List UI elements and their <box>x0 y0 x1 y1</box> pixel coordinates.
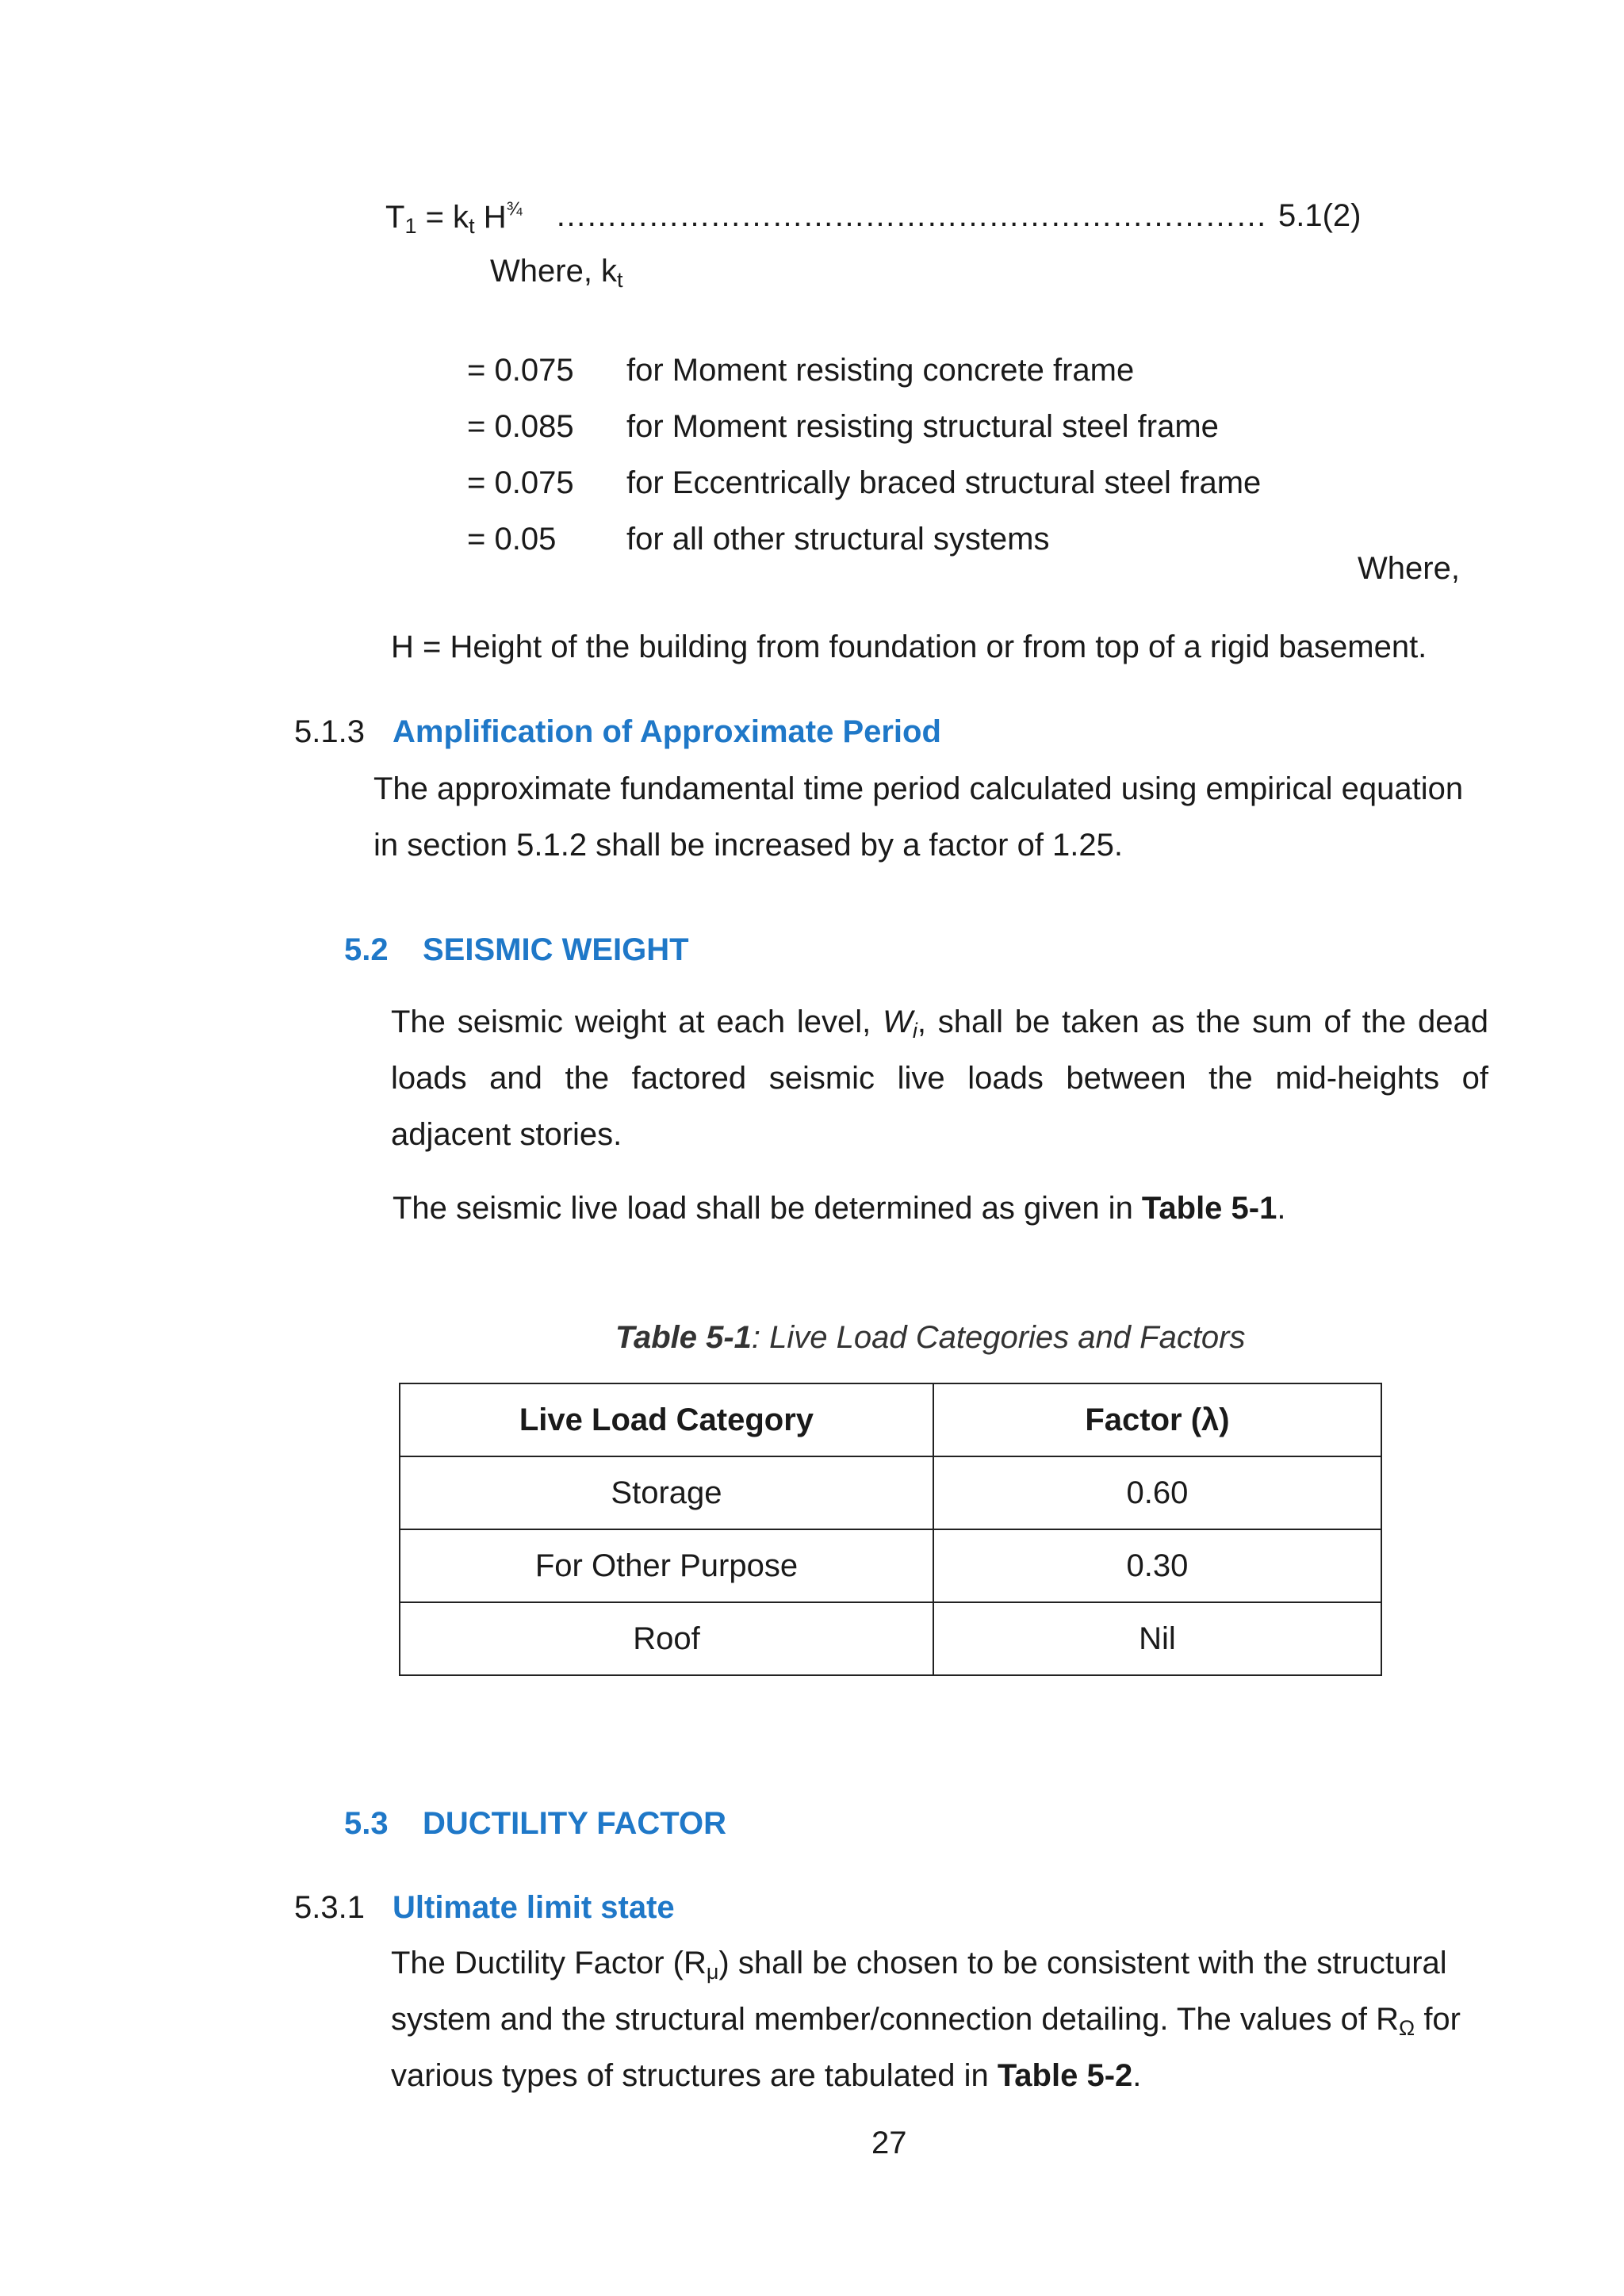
table-cell-factor: Nil <box>933 1602 1381 1675</box>
ductility-line-2-b: for <box>1415 2002 1461 2037</box>
where-kt-sub: t <box>617 268 623 292</box>
seismic-weight-text-b: , shall be taken as the sum of the dead <box>917 1004 1488 1039</box>
live-load-table <box>399 1383 1382 1676</box>
table-5-1-caption-label: Table 5-1 <box>615 1320 752 1355</box>
kt-value-1: = 0.075 <box>467 353 574 388</box>
formula-h: H <box>474 200 507 235</box>
table-5-1-caption <box>615 1322 1246 1353</box>
where-right-label: Where, <box>1358 551 1460 586</box>
section-5-3-number: 5.3 <box>344 1806 389 1841</box>
table-row <box>400 1529 1381 1602</box>
kt-desc-1: for Moment resisting concrete frame <box>626 353 1135 388</box>
section-5-3-title: DUCTILITY FACTOR <box>423 1806 726 1841</box>
table-row <box>400 1602 1381 1675</box>
seismic-weight-var: W <box>883 1004 913 1039</box>
seismic-weight-line-3: adjacent stories. <box>391 1117 622 1152</box>
page-number: 27 <box>871 2126 907 2160</box>
ductility-line-1-b: ) shall be chosen to be consistent with the structural <box>718 1946 1447 1980</box>
section-5-3-1-title: Ultimate limit state <box>393 1890 675 1925</box>
ductility-line-2-a: system and the structural member/connection detailing. The values of R <box>391 2002 1400 2037</box>
seismic-weight-var-sub: i <box>912 1019 917 1043</box>
table-header-category: Live Load Category <box>400 1383 933 1456</box>
ductility-line-3 <box>391 2047 1141 2104</box>
seismic-live-load-sentence <box>393 1192 1285 1224</box>
section-5-3-1-number: 5.3.1 <box>294 1890 365 1925</box>
equation-number: 5.1(2) <box>1278 198 1362 233</box>
ductility-line-3-end: . <box>1132 2058 1142 2093</box>
table-5-2-reference: Table 5-2 <box>997 2058 1133 2093</box>
section-5-1-3-line-1: The approximate fundamental time period calculated using empirical equation <box>373 771 1464 806</box>
kt-value-3: = 0.075 <box>467 465 574 500</box>
table-header-factor: Factor (λ) <box>933 1383 1381 1456</box>
table-cell-category: For Other Purpose <box>400 1529 933 1602</box>
section-5-1-3-number: 5.1.3 <box>294 714 365 749</box>
table-header-row <box>400 1383 1381 1456</box>
section-5-2-title: SEISMIC WEIGHT <box>423 932 689 967</box>
table-cell-category: Roof <box>400 1602 933 1675</box>
formula-lhs: T <box>385 200 405 235</box>
formula-lhs-sub: 1 <box>404 214 417 238</box>
kt-value-2: = 0.085 <box>467 409 574 444</box>
seismic-weight-line-2: loads and the factored seismic live loads between the mid-heights of <box>391 1061 1488 1096</box>
kt-value-4: = 0.05 <box>467 522 557 557</box>
section-5-1-3-line-2: in section 5.1.2 shall be increased by a factor of 1.25. <box>373 828 1124 863</box>
table-5-1-caption-title: : Live Load Categories and Factors <box>751 1320 1246 1355</box>
where-kt <box>490 255 623 291</box>
table-cell-factor: 0.60 <box>933 1456 1381 1529</box>
seismic-weight-text-a: The seismic weight at each level, <box>391 1004 883 1039</box>
period-formula <box>385 200 523 237</box>
ductility-r-mu-sub: μ <box>706 1960 719 1984</box>
formula-k: = k <box>416 200 469 235</box>
formula-leader-dots: …………………………………………………………… <box>555 198 1266 233</box>
where-kt-label: Where, k <box>490 254 618 289</box>
seismic-live-load-text: The seismic live load shall be determined as given in <box>393 1191 1142 1226</box>
table-row <box>400 1456 1381 1529</box>
ductility-line-1-a: The Ductility Factor (R <box>391 1946 707 1980</box>
table-cell-factor: 0.30 <box>933 1529 1381 1602</box>
kt-desc-3: for Eccentrically braced structural steel frame <box>626 465 1262 500</box>
ductility-r-omega-sub: Ω <box>1399 2016 1415 2040</box>
table-cell-category: Storage <box>400 1456 933 1529</box>
formula-exponent: ¾ <box>506 198 523 220</box>
table-5-1-reference: Table 5-1 <box>1141 1191 1277 1226</box>
kt-desc-2: for Moment resisting structural steel frame <box>626 409 1219 444</box>
ductility-line-3-a: various types of structures are tabulated in <box>391 2058 998 2093</box>
seismic-live-load-period: . <box>1277 1191 1286 1226</box>
section-5-2-number: 5.2 <box>344 932 389 967</box>
formula-k-sub: t <box>469 214 475 238</box>
kt-desc-4: for all other structural systems <box>626 522 1050 557</box>
h-definition: H = Height of the building from foundation or from top of a rigid basement. <box>391 629 1427 664</box>
section-5-1-3-title: Amplification of Approximate Period <box>393 714 941 749</box>
